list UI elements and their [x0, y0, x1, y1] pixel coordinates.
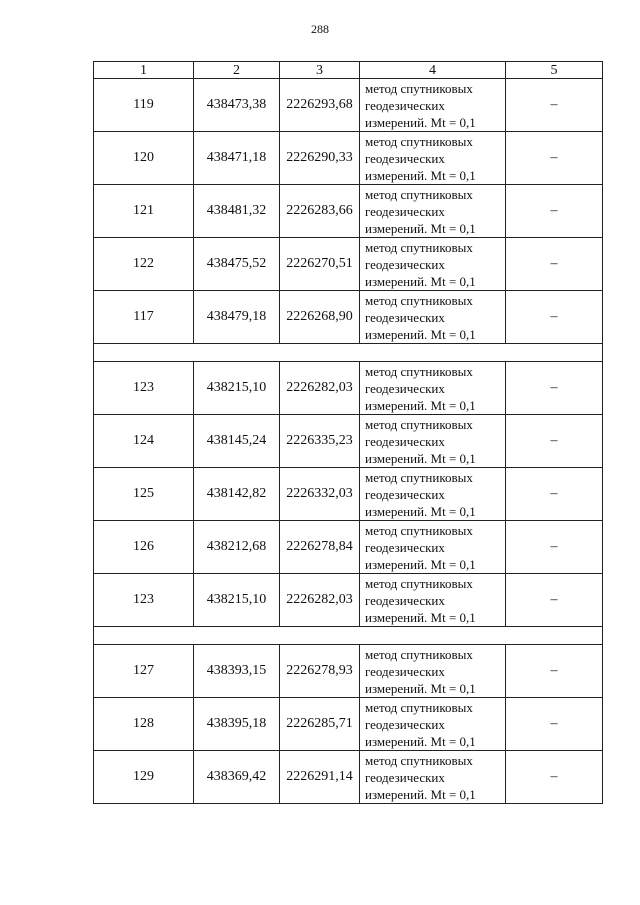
- method-line: геодезических: [365, 486, 445, 502]
- method-line: измерений. Mt = 0,1: [365, 786, 476, 802]
- method-cell: [360, 645, 506, 698]
- note-cell: –: [506, 468, 603, 521]
- y-coordinate-cell: 2226293,68: [280, 79, 360, 132]
- table-row: [94, 79, 603, 132]
- y-coordinate-cell: 2226332,03: [280, 468, 360, 521]
- method-cell: [360, 362, 506, 415]
- method-cell: [360, 132, 506, 185]
- note-cell: –: [506, 574, 603, 627]
- x-coordinate-cell: 438393,15: [194, 645, 280, 698]
- column-header: 1: [94, 62, 194, 79]
- x-coordinate-cell: 438395,18: [194, 698, 280, 751]
- method-line: метод спутниковых: [365, 522, 473, 538]
- table-row: [94, 415, 603, 468]
- y-coordinate-cell: 2226285,71: [280, 698, 360, 751]
- table-row: [94, 132, 603, 185]
- method-line: геодезических: [365, 539, 445, 555]
- table-row: [94, 521, 603, 574]
- method-cell: [360, 79, 506, 132]
- point-number-cell: 117: [94, 291, 194, 344]
- point-number-cell: 120: [94, 132, 194, 185]
- y-coordinate-cell: 2226291,14: [280, 751, 360, 804]
- table-row: [94, 645, 603, 698]
- method-line: измерений. Mt = 0,1: [365, 733, 476, 749]
- method-line: метод спутниковых: [365, 469, 473, 485]
- note-cell: –: [506, 645, 603, 698]
- table-row: [94, 574, 603, 627]
- note-cell: –: [506, 132, 603, 185]
- note-cell: –: [506, 238, 603, 291]
- method-line: метод спутниковых: [365, 699, 473, 715]
- y-coordinate-cell: 2226270,51: [280, 238, 360, 291]
- method-line: метод спутниковых: [365, 292, 473, 308]
- x-coordinate-cell: 438369,42: [194, 751, 280, 804]
- note-cell: –: [506, 362, 603, 415]
- method-line: метод спутниковых: [365, 133, 473, 149]
- x-coordinate-cell: 438471,18: [194, 132, 280, 185]
- point-number-cell: 129: [94, 751, 194, 804]
- column-header: 3: [280, 62, 360, 79]
- y-coordinate-cell: 2226282,03: [280, 574, 360, 627]
- note-cell: –: [506, 185, 603, 238]
- method-line: измерений. Mt = 0,1: [365, 397, 476, 413]
- method-line: геодезических: [365, 592, 445, 608]
- method-line: измерений. Mt = 0,1: [365, 167, 476, 183]
- method-cell: [360, 698, 506, 751]
- x-coordinate-cell: 438475,52: [194, 238, 280, 291]
- x-coordinate-cell: 438142,82: [194, 468, 280, 521]
- group-separator-row: [94, 344, 603, 362]
- point-number-cell: 126: [94, 521, 194, 574]
- method-cell: [360, 751, 506, 804]
- method-line: измерений. Mt = 0,1: [365, 114, 476, 130]
- point-number-cell: 128: [94, 698, 194, 751]
- note-cell: –: [506, 521, 603, 574]
- point-number-cell: 127: [94, 645, 194, 698]
- method-line: измерений. Mt = 0,1: [365, 680, 476, 696]
- point-number-cell: 119: [94, 79, 194, 132]
- method-line: геодезических: [365, 97, 445, 113]
- page-number: 288: [311, 22, 329, 36]
- method-line: метод спутниковых: [365, 752, 473, 768]
- method-line: метод спутниковых: [365, 416, 473, 432]
- point-number-cell: 123: [94, 362, 194, 415]
- x-coordinate-cell: 438473,38: [194, 79, 280, 132]
- y-coordinate-cell: 2226278,93: [280, 645, 360, 698]
- header-row: [94, 62, 603, 79]
- column-header: 4: [360, 62, 506, 79]
- coordinates-table: [93, 61, 603, 804]
- method-cell: [360, 238, 506, 291]
- x-coordinate-cell: 438145,24: [194, 415, 280, 468]
- y-coordinate-cell: 2226335,23: [280, 415, 360, 468]
- point-number-cell: 125: [94, 468, 194, 521]
- method-line: геодезических: [365, 203, 445, 219]
- table-row: [94, 468, 603, 521]
- note-cell: –: [506, 751, 603, 804]
- x-coordinate-cell: 438215,10: [194, 574, 280, 627]
- method-line: метод спутниковых: [365, 186, 473, 202]
- method-line: измерений. Mt = 0,1: [365, 556, 476, 572]
- method-line: измерений. Mt = 0,1: [365, 220, 476, 236]
- note-cell: –: [506, 415, 603, 468]
- method-line: геодезических: [365, 150, 445, 166]
- method-line: геодезических: [365, 380, 445, 396]
- method-line: измерений. Mt = 0,1: [365, 326, 476, 342]
- method-line: геодезических: [365, 716, 445, 732]
- table-row: [94, 238, 603, 291]
- group-separator-cell: [94, 627, 603, 645]
- y-coordinate-cell: 2226268,90: [280, 291, 360, 344]
- method-line: геодезических: [365, 309, 445, 325]
- y-coordinate-cell: 2226290,33: [280, 132, 360, 185]
- point-number-cell: 121: [94, 185, 194, 238]
- column-header: 2: [194, 62, 280, 79]
- note-cell: –: [506, 291, 603, 344]
- method-line: метод спутниковых: [365, 239, 473, 255]
- note-cell: –: [506, 698, 603, 751]
- method-line: метод спутниковых: [365, 646, 473, 662]
- point-number-cell: 122: [94, 238, 194, 291]
- x-coordinate-cell: 438215,10: [194, 362, 280, 415]
- method-cell: [360, 415, 506, 468]
- group-separator-cell: [94, 344, 603, 362]
- table-row: [94, 185, 603, 238]
- table-row: [94, 698, 603, 751]
- method-cell: [360, 185, 506, 238]
- point-number-cell: 124: [94, 415, 194, 468]
- group-separator-row: [94, 627, 603, 645]
- y-coordinate-cell: 2226278,84: [280, 521, 360, 574]
- y-coordinate-cell: 2226282,03: [280, 362, 360, 415]
- method-cell: [360, 521, 506, 574]
- x-coordinate-cell: 438212,68: [194, 521, 280, 574]
- method-cell: [360, 468, 506, 521]
- method-line: измерений. Mt = 0,1: [365, 503, 476, 519]
- method-cell: [360, 291, 506, 344]
- method-line: метод спутниковых: [365, 575, 473, 591]
- note-cell: –: [506, 79, 603, 132]
- x-coordinate-cell: 438479,18: [194, 291, 280, 344]
- column-header: 5: [506, 62, 603, 79]
- table-row: [94, 362, 603, 415]
- y-coordinate-cell: 2226283,66: [280, 185, 360, 238]
- method-line: метод спутниковых: [365, 80, 473, 96]
- point-number-cell: 123: [94, 574, 194, 627]
- x-coordinate-cell: 438481,32: [194, 185, 280, 238]
- method-line: метод спутниковых: [365, 363, 473, 379]
- method-line: геодезических: [365, 256, 445, 272]
- table-row: [94, 291, 603, 344]
- table-row: [94, 751, 603, 804]
- method-line: измерений. Mt = 0,1: [365, 609, 476, 625]
- method-line: измерений. Mt = 0,1: [365, 450, 476, 466]
- method-line: геодезических: [365, 433, 445, 449]
- method-cell: [360, 574, 506, 627]
- method-line: геодезических: [365, 663, 445, 679]
- method-line: геодезических: [365, 769, 445, 785]
- table-body: [94, 62, 603, 804]
- method-line: измерений. Mt = 0,1: [365, 273, 476, 289]
